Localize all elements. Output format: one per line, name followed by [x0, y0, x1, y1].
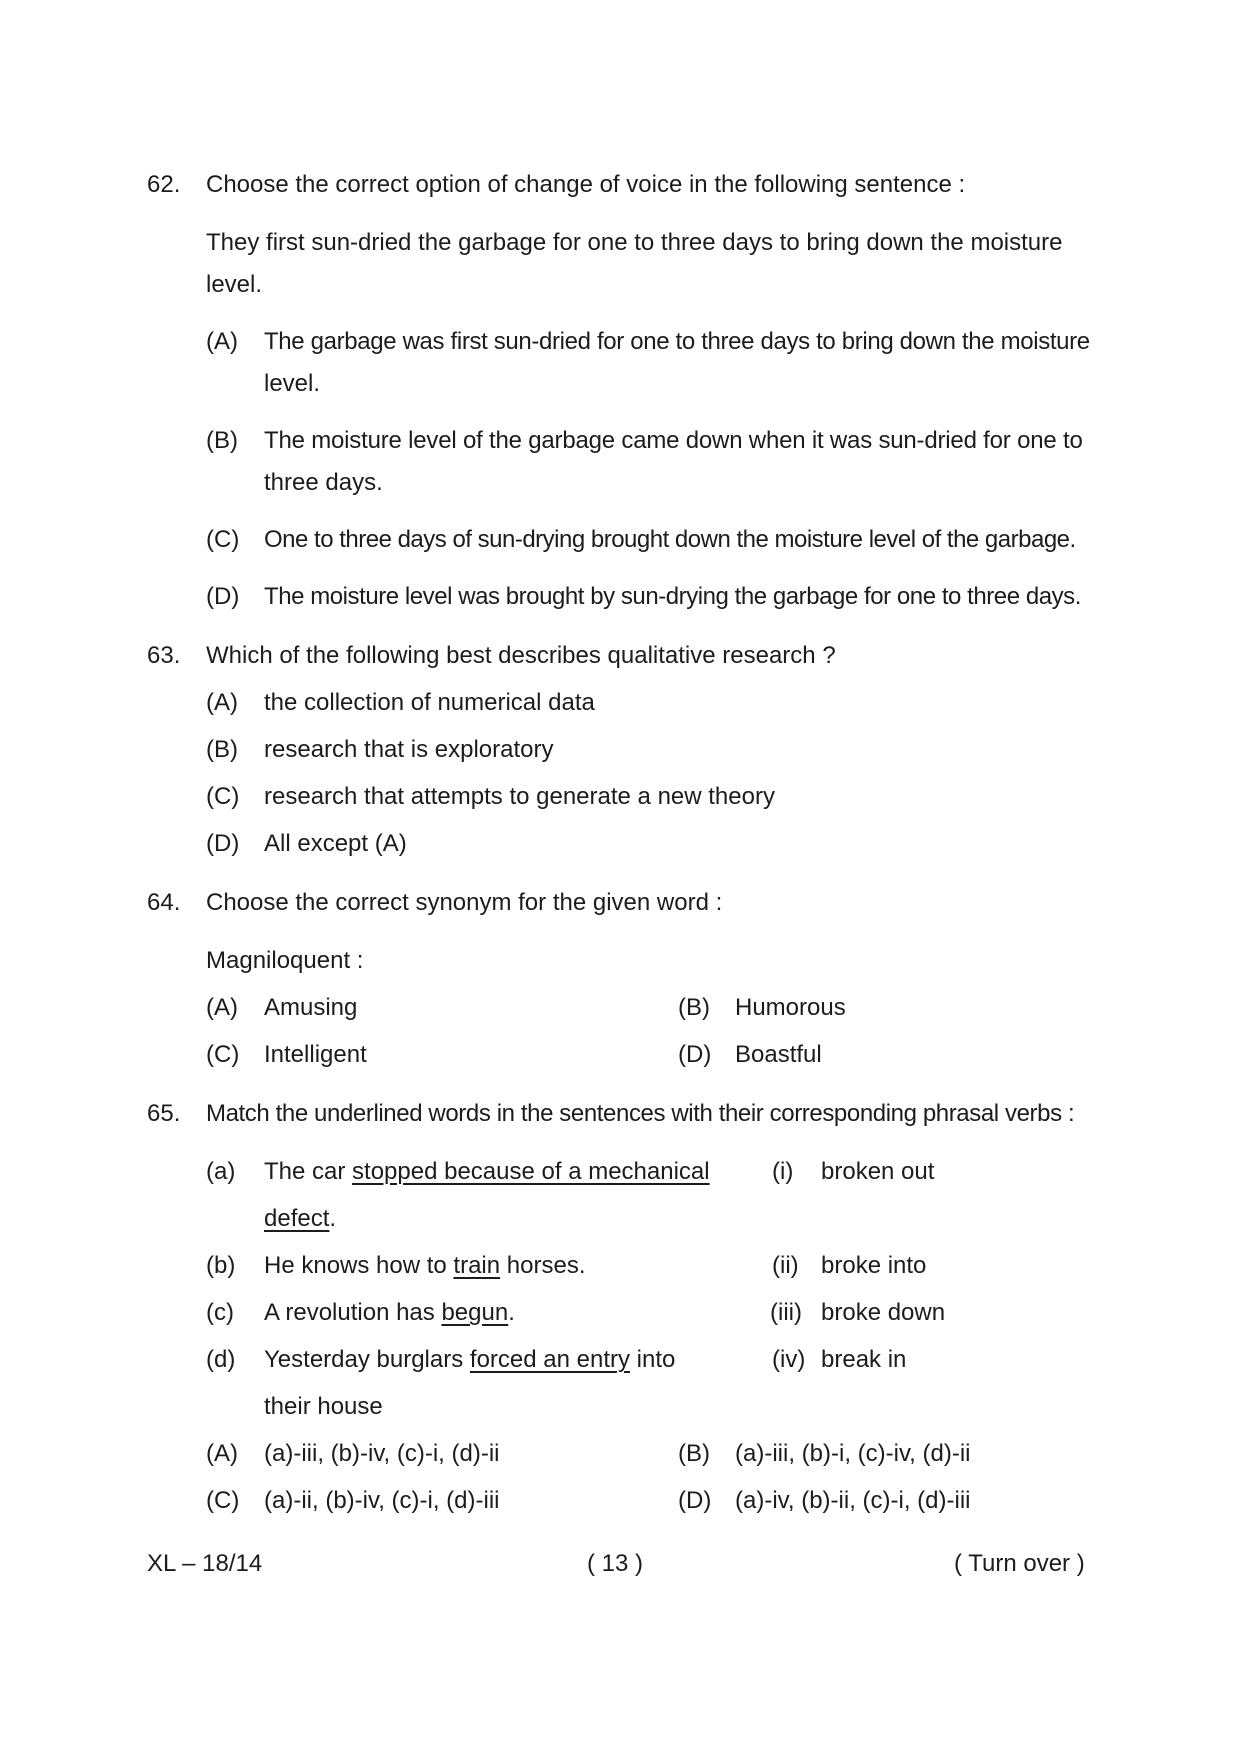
question-word: Magniloquent :	[206, 947, 364, 974]
option-text: research that attempts to generate a new theory	[264, 783, 775, 810]
match-right-text: break in	[821, 1346, 907, 1373]
option-label: (C)	[206, 783, 240, 810]
option-label: (B)	[678, 1440, 710, 1467]
question-prompt: Choose the correct option of change of voice in the following sentence :	[206, 171, 966, 198]
option-label: (D)	[678, 1487, 712, 1514]
option-label: (B)	[678, 994, 710, 1021]
question-prompt: Which of the following best describes qualitative research ?	[206, 642, 836, 669]
option-text: (a)-ii, (b)-iv, (c)-i, (d)-iii	[264, 1487, 500, 1514]
question-sentence: They first sun-dried the garbage for one to three days to bring down the moisture	[206, 229, 1063, 256]
match-left-text-cont: their house	[264, 1393, 383, 1420]
option-text-cont: level.	[264, 370, 321, 397]
question-number: 62.	[147, 171, 181, 198]
question-number: 65.	[147, 1100, 181, 1127]
match-left-label: (b)	[206, 1252, 236, 1279]
option-text-cont: three days.	[264, 469, 383, 496]
option-text: The moisture level was brought by sun-drying the garbage for one to three days.	[264, 583, 1081, 610]
match-right-label: (ii)	[772, 1252, 799, 1279]
option-text: (a)-iii, (b)-iv, (c)-i, (d)-ii	[264, 1440, 500, 1467]
match-left-text: The car stopped because of a mechanical	[264, 1158, 710, 1185]
question-number: 63.	[147, 642, 181, 669]
match-right-label: (iv)	[772, 1346, 806, 1373]
option-text: the collection of numerical data	[264, 689, 595, 716]
match-left-text: He knows how to train horses.	[264, 1252, 586, 1279]
match-left-label: (d)	[206, 1346, 236, 1373]
option-label: (D)	[206, 583, 240, 610]
underlined-phrase: train	[453, 1252, 501, 1279]
match-right-text: broke down	[821, 1299, 946, 1326]
match-left-label: (c)	[206, 1299, 234, 1326]
match-left-text-cont: defect.	[264, 1205, 337, 1232]
option-text: (a)-iv, (b)-ii, (c)-i, (d)-iii	[735, 1487, 971, 1514]
underlined-phrase: forced an entry	[469, 1346, 630, 1373]
match-right-label: (i)	[772, 1158, 794, 1185]
underlined-phrase: stopped because of a mechanical	[352, 1158, 710, 1185]
option-text: One to three days of sun-drying brought down the moisture level of the garbage.	[264, 526, 1076, 553]
option-label: (C)	[206, 526, 240, 553]
option-label: (A)	[206, 689, 238, 716]
question-sentence-cont: level.	[206, 271, 263, 298]
match-right-label: (iii)	[770, 1299, 802, 1326]
underlined-phrase: begun	[441, 1299, 509, 1326]
option-label: (B)	[206, 427, 238, 454]
option-label: (C)	[206, 1487, 240, 1514]
option-text: (a)-iii, (b)-i, (c)-iv, (d)-ii	[735, 1440, 971, 1467]
question-number: 64.	[147, 889, 181, 916]
match-right-text: broke into	[821, 1252, 927, 1279]
turn-over-note: ( Turn over )	[954, 1550, 1085, 1577]
question-prompt: Choose the correct synonym for the given word :	[206, 889, 723, 916]
option-label: (D)	[206, 830, 240, 857]
option-text: The moisture level of the garbage came down when it was sun-dried for one to	[264, 427, 1083, 454]
option-text: Boastful	[735, 1041, 822, 1068]
underlined-phrase: defect	[264, 1205, 330, 1232]
option-text: All except (A)	[264, 830, 407, 857]
paper-code: XL – 18/14	[147, 1550, 263, 1577]
match-left-text: A revolution has begun.	[264, 1299, 515, 1326]
option-text: The garbage was first sun-dried for one to three days to bring down the moisture	[264, 328, 1090, 355]
option-label: (C)	[206, 1041, 240, 1068]
question-prompt: Match the underlined words in the sentences with their corresponding phrasal verbs :	[206, 1100, 1075, 1127]
page-number: ( 13 )	[587, 1550, 644, 1577]
option-label: (A)	[206, 1440, 238, 1467]
option-text: research that is exploratory	[264, 736, 554, 763]
match-right-text: broken out	[821, 1158, 935, 1185]
option-label: (A)	[206, 328, 238, 355]
match-left-text: Yesterday burglars forced an entry into	[264, 1346, 676, 1373]
option-text: Humorous	[735, 994, 846, 1021]
option-text: Intelligent	[264, 1041, 367, 1068]
option-label: (A)	[206, 994, 238, 1021]
option-label: (D)	[678, 1041, 712, 1068]
option-label: (B)	[206, 736, 238, 763]
option-text: Amusing	[264, 994, 358, 1021]
match-left-label: (a)	[206, 1158, 236, 1185]
